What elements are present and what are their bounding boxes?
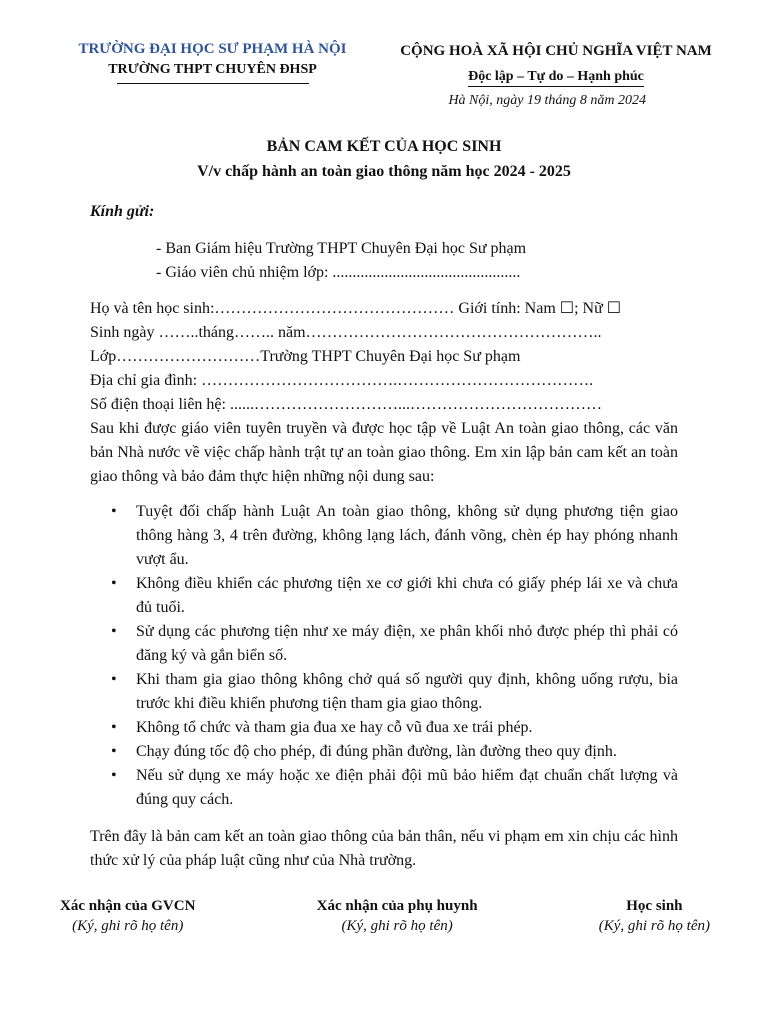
signature-title: Học sinh	[626, 898, 683, 914]
list-item: • Sử dụng các phương tiện như xe máy điện, xe phân khối nhỏ được phép thì phải có đăng ký và gắn biển số.	[136, 620, 678, 668]
list-item: • Không điều khiển các phương tiện xe cơ giới khi chưa có giấy phép lái xe và chưa đủ tuổi.	[136, 572, 678, 620]
list-item: • Không tổ chức và tham gia đua xe hay cỗ vũ đua xe trái phép.	[136, 716, 678, 740]
field-address: Địa chỉ gia đình: ……………………………….……………………………….	[90, 372, 594, 389]
bullet-icon: •	[111, 623, 117, 640]
list-item: • Nếu sử dụng xe máy hoặc xe điện phải đội mũ bảo hiểm đạt chuẩn chất lượng và đúng quy cách.	[136, 764, 678, 812]
national-header	[368, 40, 744, 112]
document-subtitle: V/v chấp hành an toàn giao thông năm học 2024 - 2025	[197, 163, 571, 180]
bullet-icon: •	[111, 743, 117, 760]
salutation: Kính gửi:	[90, 203, 155, 220]
header-divider	[117, 83, 309, 84]
bullet-icon: •	[111, 575, 117, 592]
list-item: • Khi tham gia giao thông không chở quá số người quy định, không uống rượu, bia trước khi điều khiển phương tiện tham gia giao thông.	[136, 668, 678, 716]
school-header	[60, 38, 365, 84]
field-phone: Số điện thoại liên hệ: ......………………………...………………………………	[90, 396, 602, 413]
national-motto	[368, 66, 744, 88]
list-item: • Chạy đúng tốc độ cho phép, đi đúng phần đường, làn đường theo quy định.	[136, 740, 678, 764]
motto-text: Độc lập – Tự do – Hạnh phúc	[468, 69, 644, 87]
list-item: • Tuyệt đối chấp hành Luật An toàn giao thông, không sử dụng phương tiện giao thông hàng 3, 4 trên đường, không lạng lách, đánh võng, chèn ép hay phóng nhanh vượt ẩu.	[136, 500, 678, 572]
signature-note: (Ký, ghi rõ họ tên)	[598, 918, 710, 934]
field-birth-date: Sinh ngày ……..tháng…….. năm………………………………………………..	[90, 324, 602, 341]
bullet-icon: •	[111, 503, 117, 520]
bullet-icon: •	[111, 719, 117, 736]
recipient-board: - Ban Giám hiệu Trường THPT Chuyên Đại học Sư phạm	[156, 240, 527, 257]
signature-row	[60, 896, 710, 936]
field-student-name: Họ và tên học sinh:……………………………………… Giới tính: Nam ☐; Nữ ☐	[90, 300, 622, 317]
signature-note: (Ký, ghi rõ họ tên)	[72, 918, 184, 934]
field-class: Lớp………………………Trường THPT Chuyên Đại học Sư phạm	[90, 348, 521, 365]
signature-teacher	[60, 896, 195, 936]
bullet-icon: •	[111, 767, 117, 784]
signature-student	[599, 896, 710, 936]
school-name: TRƯỜNG THPT CHUYÊN ĐHSP	[108, 62, 317, 77]
signature-title: Xác nhận của GVCN	[60, 898, 196, 914]
recipient-teacher: - Giáo viên chủ nhiệm lớp: ...............................................	[156, 264, 521, 281]
signature-note: (Ký, ghi rõ họ tên)	[341, 918, 453, 934]
signature-parent	[317, 896, 478, 936]
closing-paragraph: Trên đây là bản cam kết an toàn giao thông của bản thân, nếu vi phạm em xin chịu các hình thức xử lý của pháp luật cũng như của Nhà trường.	[90, 828, 678, 869]
signature-title: Xác nhận của phụ huynh	[316, 898, 478, 914]
document-title: BẢN CAM KẾT CỦA HỌC SINH	[266, 138, 502, 155]
intro-paragraph: Sau khi được giáo viên tuyên truyền và được học tập về Luật An toàn giao thông, các văn bản Nhà nước về việc chấp hành trật tự an toàn giao thông. Em xin lập bản cam kết an toàn giao thông và bảo đảm thực hiện những nội dung sau:	[90, 420, 678, 485]
university-name: TRƯỜNG ĐẠI HỌC SƯ PHẠM HÀ NỘI	[78, 41, 347, 57]
bullet-icon: •	[111, 671, 117, 688]
nation-name: CỘNG HOÀ XÃ HỘI CHỦ NGHĨA VIỆT NAM	[400, 43, 712, 59]
commitment-list	[90, 500, 678, 812]
date-line: Hà Nội, ngày 19 tháng 8 năm 2024	[448, 93, 646, 108]
